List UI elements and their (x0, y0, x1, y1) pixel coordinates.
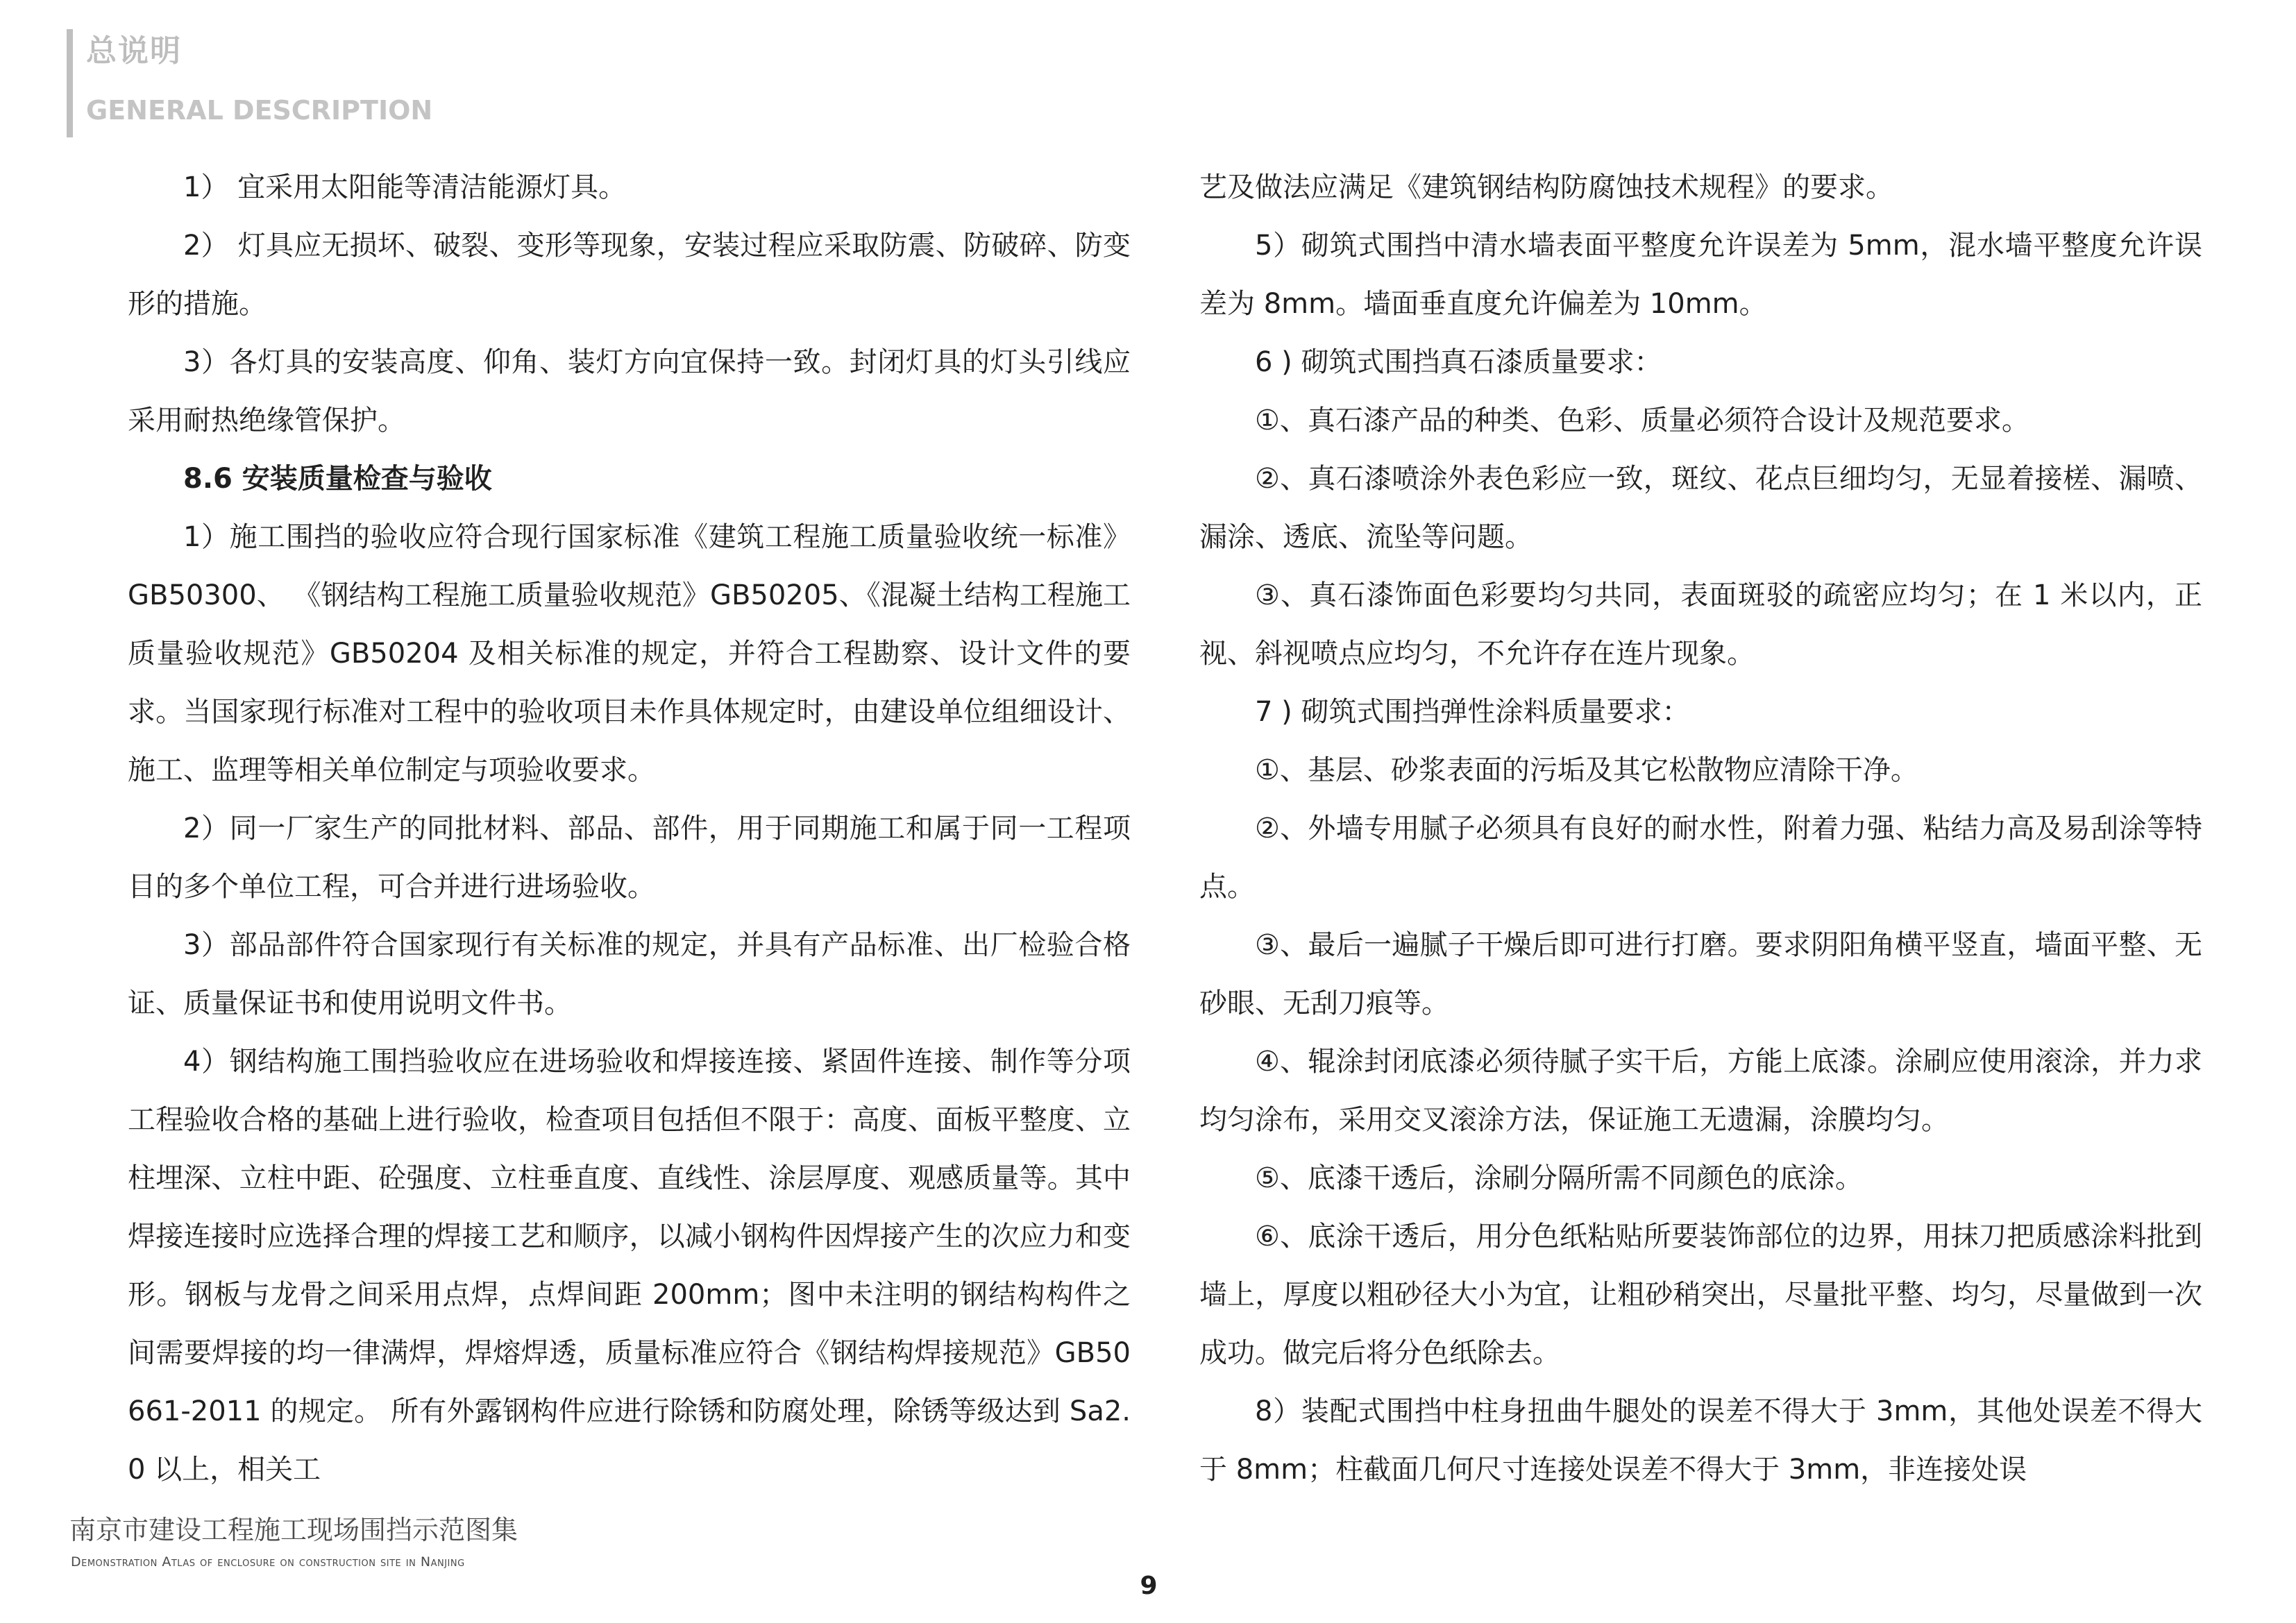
header-accent-bar (67, 29, 73, 137)
footer-title-cn: 南京市建设工程施工现场围挡示范图集 (69, 1515, 518, 1545)
paragraph: 2）同一厂家生产的同批材料、部品、部件，用于同期施工和属于同一工程项目的多个单位工程，可合并进行进场验收。 (128, 813, 1131, 903)
paragraph: ①、基层、砂浆表面的污垢及其它松散物应清除干净。 (1255, 754, 1918, 786)
paragraph: 1）施工围挡的验收应符合现行国家标准《建筑工程施工质量验收统一标准》GB50300、 《钢结构工程施工质量验收规范》GB50205、《混凝土结构工程施工质量验收规范》GB50204 及相关标准的规定，并符合工程勘察、设计文件的要求。当国家现行标准对工程中的验收项目未作具体规定时，由建设单位组细设计、施工、监理等相关单位制定与项验收要求。 (128, 521, 1131, 786)
paragraph: 7 ) 砌筑式围挡弹性涂料质量要求： (1255, 696, 1690, 728)
section-heading: 8.6 安装质量检查与验收 (183, 463, 492, 495)
paragraph: 6 ) 砌筑式围挡真石漆质量要求： (1255, 346, 1662, 378)
paragraph: 5）砌筑式围挡中清水墙表面平整度允许误差为 5mm，混水墙平整度允许误差为 8mm。墙面垂直度允许偏差为 10mm。 (1199, 230, 2202, 320)
paragraph: 艺及做法应满足《建筑钢结构防腐蚀技术规程》的要求。 (1199, 171, 1893, 203)
paragraph: ③、真石漆饰面色彩要均匀共同，表面斑驳的疏密应均匀；在 1 米以内，正视、斜视喷点应均匀，不允许存在连片现象。 (1199, 579, 2202, 670)
paragraph: ⑤、底漆干透后，涂刷分隔所需不同颜色的底涂。 (1255, 1162, 1863, 1194)
paragraph: ⑥、底涂干透后，用分色纸粘贴所要装饰部位的边界，用抹刀把质感涂料批到墙上，厚度以粗砂径大小为宜，让粗砂稍突出，尽量批平整、均匀，尽量做到一次成功。做完后将分色纸除去。 (1199, 1221, 2202, 1369)
paragraph: ③、最后一遍腻子干燥后即可进行打磨。要求阴阳角横平竖直，墙面平整、无砂眼、无刮刀痕等。 (1199, 929, 2202, 1019)
left-text-column (128, 158, 1131, 1499)
footer-title-en: Demonstration Atlas of enclosure on construction site in Nanjing (71, 1554, 465, 1570)
header-title-en: GENERAL DESCRIPTION (86, 95, 433, 126)
paragraph: 2） 灯具应无损坏、破裂、变形等现象，安装过程应采取防震、防破碎、防变形的措施。 (128, 230, 1131, 320)
right-text-column (1199, 158, 2202, 1499)
paragraph: 1） 宜采用太阳能等清洁能源灯具。 (183, 171, 627, 203)
paragraph: ①、真石漆产品的种类、色彩、质量必须符合设计及规范要求。 (1255, 405, 2029, 436)
paragraph: ②、真石漆喷涂外表色彩应一致，斑纹、花点巨细均匀，无显着接槎、漏喷、漏涂、透底、流坠等问题。 (1199, 463, 2202, 553)
paragraph: ④、辊涂封闭底漆必须待腻子实干后，方能上底漆。涂刷应使用滚涂，并力求均匀涂布，采用交叉滚涂方法，保证施工无遗漏，涂膜均匀。 (1199, 1046, 2202, 1136)
header-title-cn: 总说明 (86, 33, 182, 69)
page-number: 9 (1140, 1572, 1158, 1600)
paragraph: ②、外墙专用腻子必须具有良好的耐水性，附着力强、粘结力高及易刮涂等特点。 (1199, 813, 2202, 903)
paragraph: 3）各灯具的安装高度、仰角、装灯方向宜保持一致。封闭灯具的灯头引线应采用耐热绝缘管保护。 (128, 346, 1131, 436)
paragraph: 8）装配式围挡中柱身扭曲牛腿处的误差不得大于 3mm，其他处误差不得大于 8mm；柱截面几何尺寸连接处误差不得大于 3mm，非连接处误 (1199, 1395, 2202, 1486)
paragraph: 3）部品部件符合国家现行有关标准的规定，并具有产品标准、出厂检验合格证、质量保证书和使用说明文件书。 (128, 929, 1131, 1019)
paragraph: 4）钢结构施工围挡验收应在进场验收和焊接连接、紧固件连接、制作等分项工程验收合格的基础上进行验收，检查项目包括但不限于：高度、面板平整度、立柱埋深、立柱中距、砼强度、立柱垂直度、直线性、涂层厚度、观感质量等。其中焊接连接时应选择合理的焊接工艺和顺序，以减小钢构件因焊接产生的次应力和变形。钢板与龙骨之间采用点焊，点焊间距 200mm；图中未注明的钢结构构件之间需要焊接的均一律满焊，焊熔焊透，质量标准应符合《钢结构焊接规范》GB50661-2011 的规定。 所有外露钢构件应进行除锈和防腐处理，除锈等级达到 Sa2.0 以上，相关工 (128, 1046, 1131, 1486)
